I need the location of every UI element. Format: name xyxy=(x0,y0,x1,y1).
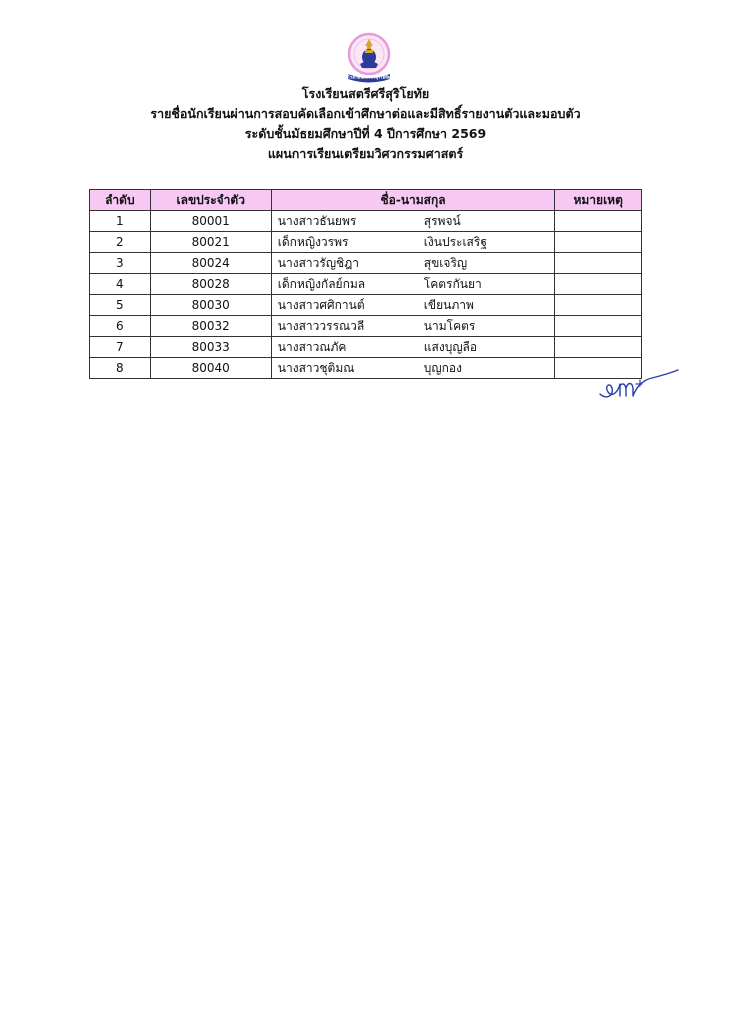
signature-icon xyxy=(596,366,682,402)
table-row xyxy=(90,274,642,295)
table-row xyxy=(90,253,642,274)
student-last-name: แสงบุญลือ xyxy=(423,340,478,354)
table-row xyxy=(90,232,642,253)
table-row xyxy=(90,316,642,337)
student-id: 80032 xyxy=(150,316,271,337)
student-name xyxy=(271,316,555,337)
student-name xyxy=(271,253,555,274)
student-last-name: บุญกอง xyxy=(423,361,462,375)
student-roster-table xyxy=(89,189,642,379)
student-last-name: นามโคตร xyxy=(423,319,476,333)
student-last-name: เขียนภาพ xyxy=(423,298,474,312)
student-note xyxy=(555,211,642,232)
row-number: 1 xyxy=(90,211,151,232)
row-number: 5 xyxy=(90,295,151,316)
row-number: 7 xyxy=(90,337,151,358)
student-id: 80030 xyxy=(150,295,271,316)
student-note xyxy=(555,232,642,253)
student-first-name: เด็กหญิงกัลย์กมล xyxy=(277,277,366,291)
student-note xyxy=(555,253,642,274)
student-last-name: สุขเจริญ xyxy=(423,256,468,270)
study-program: แผนการเรียนเตรียมวิศวกรรมศาสตร์ xyxy=(267,146,464,161)
school-name: โรงเรียนสตรีศรีสุริโยทัย xyxy=(301,86,430,101)
student-note xyxy=(555,274,642,295)
student-id: 80021 xyxy=(150,232,271,253)
student-name xyxy=(271,211,555,232)
school-logo-icon xyxy=(342,30,396,84)
table-header-row xyxy=(90,190,642,211)
student-first-name: นางสาวณภัค xyxy=(277,340,347,354)
student-id: 80033 xyxy=(150,337,271,358)
column-header-no: ลำดับ xyxy=(90,190,151,211)
student-name xyxy=(271,337,555,358)
student-last-name: เงินประเสริฐ xyxy=(423,235,487,249)
row-number: 3 xyxy=(90,253,151,274)
announcement-title: รายชื่อนักเรียนผ่านการสอบคัดเลือกเข้าศึกษาต่อและมีสิทธิ์รายงานตัวและมอบตัว xyxy=(150,106,581,121)
column-header-id: เลขประจำตัว xyxy=(150,190,271,211)
table-row xyxy=(90,295,642,316)
student-id: 80024 xyxy=(150,253,271,274)
table-row xyxy=(90,358,642,379)
student-name xyxy=(271,295,555,316)
student-first-name: นางสาววรรณวลี xyxy=(277,319,365,333)
row-number: 4 xyxy=(90,274,151,295)
student-name xyxy=(271,232,555,253)
student-first-name: นางสาวชุติมณ xyxy=(277,361,355,375)
student-id: 80040 xyxy=(150,358,271,379)
student-first-name: นางสาวธันยพร xyxy=(277,214,357,228)
grade-level: ระดับชั้นมัธยมศึกษาปีที่ 4 ปีการศึกษา 2569 xyxy=(244,126,487,141)
row-number: 6 xyxy=(90,316,151,337)
student-note xyxy=(555,295,642,316)
row-number: 2 xyxy=(90,232,151,253)
student-id: 80001 xyxy=(150,211,271,232)
table-row xyxy=(90,337,642,358)
student-last-name: โคตรกันยา xyxy=(423,277,482,291)
student-id: 80028 xyxy=(150,274,271,295)
student-first-name: นางสาวรัญชิฎา xyxy=(277,256,359,270)
student-first-name: นางสาวศศิกานต์ xyxy=(277,298,365,312)
school-logo-caption: โรงเรียนสตรีศรีสุริโยทัย xyxy=(347,74,391,80)
table-row xyxy=(90,211,642,232)
student-note xyxy=(555,316,642,337)
student-note xyxy=(555,337,642,358)
column-header-name: ชื่อ-นามสกุล xyxy=(271,190,555,211)
student-name xyxy=(271,358,555,379)
row-number: 8 xyxy=(90,358,151,379)
student-first-name: เด็กหญิงวรพร xyxy=(277,235,349,249)
column-header-note: หมายเหตุ xyxy=(555,190,642,211)
student-name xyxy=(271,274,555,295)
student-last-name: สุรพจน์ xyxy=(423,214,461,228)
